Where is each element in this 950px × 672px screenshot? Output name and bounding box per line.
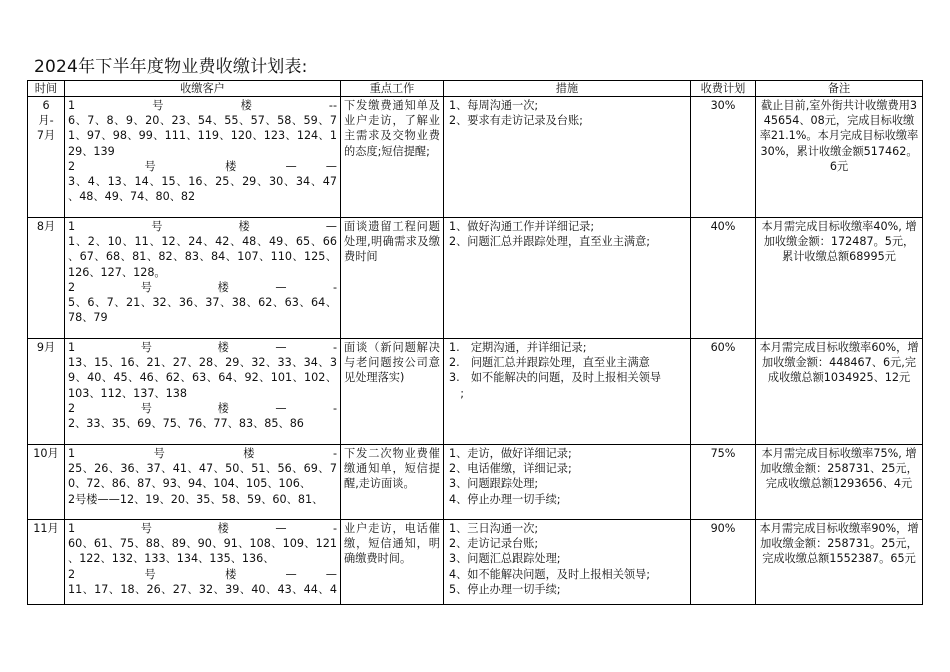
table-row bbox=[28, 339, 923, 445]
row-time: 8月 bbox=[28, 218, 65, 339]
row-note: 本月需完成目标收缴率40%, 增加收缴金额：172487。5元，累计收缴总额68995元 bbox=[756, 218, 923, 339]
row-work: 业户走访，电话催缴，短信通知，明确缴费时间。 bbox=[341, 520, 444, 605]
row-target: 30% bbox=[691, 97, 756, 218]
customer-line: 2 号 楼 — - bbox=[68, 280, 337, 294]
table-row bbox=[28, 520, 923, 605]
row-customers bbox=[65, 218, 341, 339]
row-target: 60% bbox=[691, 339, 756, 445]
measure-item: 1、走访，做好详细记录; bbox=[449, 447, 572, 460]
customer-line: 13、15、16、21、27、28、29、32、33、34、3 bbox=[68, 356, 337, 370]
customer-line: 、67、68、81、82、83、84、107、110、125、 bbox=[68, 250, 337, 264]
measure-item: 3. 如不能解决的问题，及时上报相关领导 bbox=[449, 371, 662, 385]
header-work: 重点工作 bbox=[341, 81, 444, 97]
row-customers bbox=[65, 445, 341, 520]
measure-item: 2、问题汇总并跟踪处理，直至业主满意; bbox=[449, 235, 651, 249]
row-target: 40% bbox=[691, 218, 756, 339]
row-target: 90% bbox=[691, 520, 756, 605]
header-target: 收费计划 bbox=[691, 81, 756, 97]
customer-line: 2 号 楼 — — bbox=[68, 159, 337, 173]
row-work: 下发缴费通知单及业户走访，了解业主需求及交物业费的态度;短信提醒; bbox=[341, 97, 444, 218]
row-time: 10月 bbox=[28, 445, 65, 520]
customer-line: 103、112、137、138 bbox=[68, 386, 187, 400]
customer-line: 25、26、36、37、41、47、50、51、56、69、7 bbox=[68, 462, 337, 476]
customer-line: 2、33、35、69、75、76、77、83、85、86 bbox=[68, 417, 304, 431]
header-time: 时间 bbox=[28, 81, 65, 97]
customer-line: 0、72、86、87、93、94、104、105、106、 bbox=[68, 477, 312, 491]
row-time: 9月 bbox=[28, 339, 65, 445]
measure-item: 2、走访记录台账; bbox=[449, 537, 539, 551]
measure-item: 3、问题汇总跟踪处理; bbox=[449, 552, 561, 566]
measure-item: 2. 问题汇总并跟踪处理，直至业主满意 bbox=[449, 356, 650, 370]
row-note: 截止目前,室外街共计收缴费用345654、08元，完成目标收缴率21.1%。本月完成目标收缴率30%，累计收缴金额517462。6元 bbox=[756, 97, 923, 218]
row-measures bbox=[444, 520, 691, 605]
header-note: 备注 bbox=[756, 81, 923, 97]
row-measures bbox=[444, 339, 691, 445]
customer-line: 60、61、75、88、89、90、91、108、109、121 bbox=[68, 537, 337, 551]
customer-line: 2 号 楼 — — bbox=[68, 567, 337, 581]
table-row bbox=[28, 97, 923, 218]
row-customers bbox=[65, 97, 341, 218]
measure-item: 4、停止办理一切手续; bbox=[449, 492, 561, 506]
row-note: 本月需完成目标收缴率75%, 增加收缴金额：258731、25元，完成收缴总额1293656、4元 bbox=[756, 445, 923, 520]
measure-item: 3、问题跟踪处理; bbox=[449, 477, 539, 491]
row-work: 面谈遗留工程问题处理,明确需求及缴费时间 bbox=[341, 218, 444, 339]
row-time: 11月 bbox=[28, 520, 65, 605]
page-title: 2024年下半年度物业费收缴计划表: bbox=[34, 57, 308, 77]
table-row bbox=[28, 218, 923, 339]
measure-item: ; bbox=[449, 386, 464, 400]
customer-line: 1 号 楼 - bbox=[68, 447, 337, 460]
row-customers bbox=[65, 339, 341, 445]
row-target: 75% bbox=[691, 445, 756, 520]
customer-line: 1、2、10、11、12、24、42、48、49、65、66 bbox=[68, 235, 337, 249]
customer-line: 、122、132、133、134、135、136、 bbox=[68, 552, 275, 566]
row-customers bbox=[65, 520, 341, 605]
customer-line: 6、7、8、9、20、23、54、55、57、58、59、7 bbox=[68, 114, 337, 128]
customer-line: 11、17、18、26、27、32、39、40、43、44、4 bbox=[68, 582, 337, 596]
customer-line: 1 号 楼 — - bbox=[68, 522, 337, 535]
customer-line: 、48、49、74、80、82 bbox=[68, 190, 196, 204]
header-customers: 收缴客户 bbox=[65, 81, 341, 97]
row-work: 下发二次物业费催缴通知单，短信提醒,走访面谈。 bbox=[341, 445, 444, 520]
measure-item: 1、做好沟通工作并详细记录; bbox=[449, 220, 595, 233]
row-time: 6月-7月 bbox=[28, 97, 65, 218]
customer-line: 1、97、98、99、111、119、120、123、124、1 bbox=[68, 129, 337, 143]
table-header-row bbox=[28, 81, 923, 97]
measure-item: 1、每周沟通一次; bbox=[449, 99, 539, 112]
plan-table bbox=[27, 80, 923, 605]
customer-line: 1 号 楼 — - bbox=[68, 341, 337, 354]
row-measures bbox=[444, 97, 691, 218]
measure-item: 2、要求有走访记录及台账; bbox=[449, 114, 583, 128]
measure-item: 4、如不能解决问题，及时上报相关领导; bbox=[449, 567, 651, 581]
row-work: 面谈（新问题解决与老问题按公司意见处理落实) bbox=[341, 339, 444, 445]
customer-line: 29、139 bbox=[68, 144, 115, 158]
row-note: 本月需完成目标收缴率60%，增加收缴金额：448467、6元,完成收缴总额1034925、12元 bbox=[756, 339, 923, 445]
header-measures: 措施 bbox=[444, 81, 691, 97]
customer-line: 3、4、13、14、15、16、25、29、30、34、47 bbox=[68, 175, 337, 189]
customer-line: 5、6、7、21、32、36、37、38、62、63、64、 bbox=[68, 296, 337, 310]
customer-line: 78、79 bbox=[68, 311, 108, 325]
table-row bbox=[28, 445, 923, 520]
customer-line: 2号楼——12、19、20、35、58、59、60、81、 bbox=[68, 492, 324, 506]
row-note: 本月需完成目标收缴率90%，增加收缴金额：258731。25元，完成收缴总额1552387。65元 bbox=[756, 520, 923, 605]
row-measures bbox=[444, 218, 691, 339]
row-measures bbox=[444, 445, 691, 520]
measure-item: 5、停止办理一切手续; bbox=[449, 582, 561, 596]
customer-line: 1 号 楼 — bbox=[68, 220, 337, 233]
measure-item: 1、三日沟通一次; bbox=[449, 522, 539, 535]
customer-line: 1 号 楼 -- bbox=[68, 99, 337, 112]
measure-item: 2、电话催缴，详细记录; bbox=[449, 462, 572, 476]
customer-line: 126、127、128。 bbox=[68, 265, 166, 279]
customer-line: 2 号 楼 — - bbox=[68, 401, 337, 415]
customer-line: 9、40、45、46、62、63、64、92、101、102、 bbox=[68, 371, 337, 385]
measure-item: 1. 定期沟通，并详细记录; bbox=[449, 341, 587, 354]
